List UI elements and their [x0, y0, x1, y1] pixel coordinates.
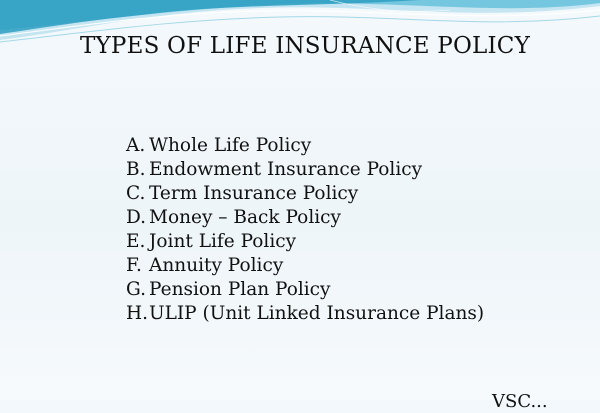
list-marker: H. [126, 303, 149, 324]
list-marker: B. [126, 159, 146, 180]
list-marker: C. [126, 183, 146, 204]
policy-label: Term Insurance Policy [149, 183, 359, 204]
list-marker: E. [126, 231, 146, 252]
policy-label: Joint Life Policy [149, 231, 297, 252]
policy-label: Pension Plan Policy [149, 279, 331, 300]
list-marker: F. [126, 255, 142, 276]
list-item [126, 182, 484, 206]
list-item [126, 158, 484, 182]
list-item [126, 278, 484, 302]
list-item [126, 230, 484, 254]
policy-label: Money – Back Policy [149, 207, 341, 228]
policy-label: Endowment Insurance Policy [149, 159, 423, 180]
list-marker: G. [126, 279, 146, 300]
policy-label: Annuity Policy [149, 255, 284, 276]
list-item [126, 254, 484, 278]
list-marker: D. [126, 207, 147, 228]
policy-label: Whole Life Policy [149, 135, 312, 156]
policy-label: ULIP (Unit Linked Insurance Plans) [149, 303, 485, 324]
slide-title: TYPES OF LIFE INSURANCE POLICY [80, 33, 530, 59]
footer-text: VSC... [492, 391, 548, 412]
list-item [126, 134, 484, 158]
list-item [126, 206, 484, 230]
policy-list [126, 134, 484, 326]
list-item [126, 302, 484, 326]
list-marker: A. [126, 135, 146, 156]
